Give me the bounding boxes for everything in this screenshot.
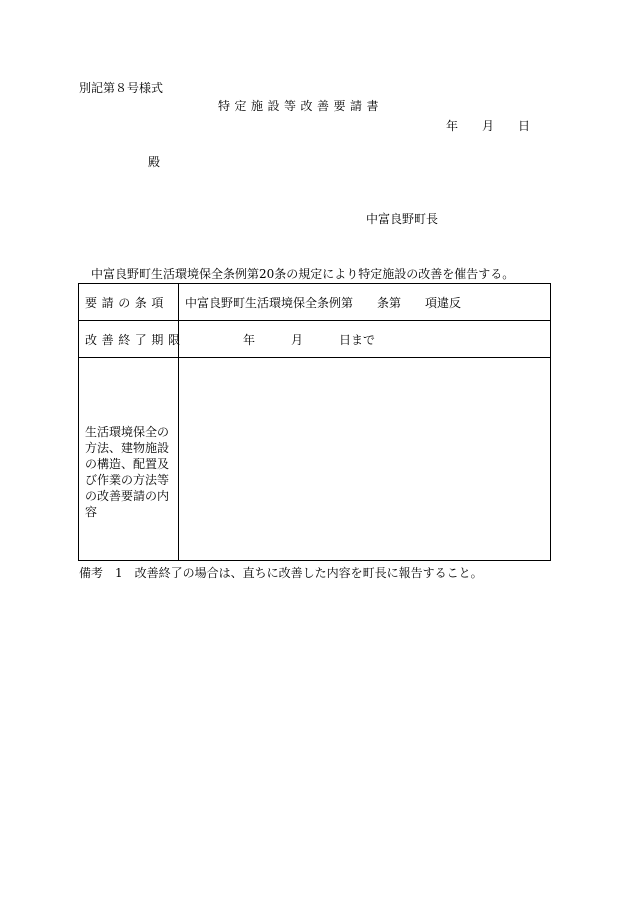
clause-label: 要請の条項 (85, 296, 169, 310)
deadline-label: 改善終了期限 (85, 333, 185, 347)
date-line: 年 月 日 (446, 119, 531, 133)
body-text: 中富良野町生活環境保全条例第20条の規定により特定施設の改善を催告する。 (91, 267, 515, 281)
deadline-value: 年 月 日まで (243, 333, 376, 347)
table-row-divider (79, 357, 550, 358)
table-row-divider (79, 320, 550, 321)
clause-value: 中富良野町生活環境保全条例第 条第 項違反 (185, 296, 462, 310)
improvement-content-label: 生活環境保全の方法、建物施設の構造、配置及び作業の方法等の改善要請の内容 (85, 425, 170, 519)
issuer-name: 中富良野町長 (366, 212, 439, 226)
addressee-honorific: 殿 (148, 155, 161, 169)
document-title: 特定施設等改善要請書 (218, 99, 384, 113)
form-number: 別記第８号様式 (79, 81, 164, 95)
remarks-note: 備考 1 改善終了の場合は、直ちに改善した内容を町長に報告すること。 (79, 566, 483, 580)
request-table (78, 283, 551, 561)
table-column-divider (178, 284, 179, 560)
